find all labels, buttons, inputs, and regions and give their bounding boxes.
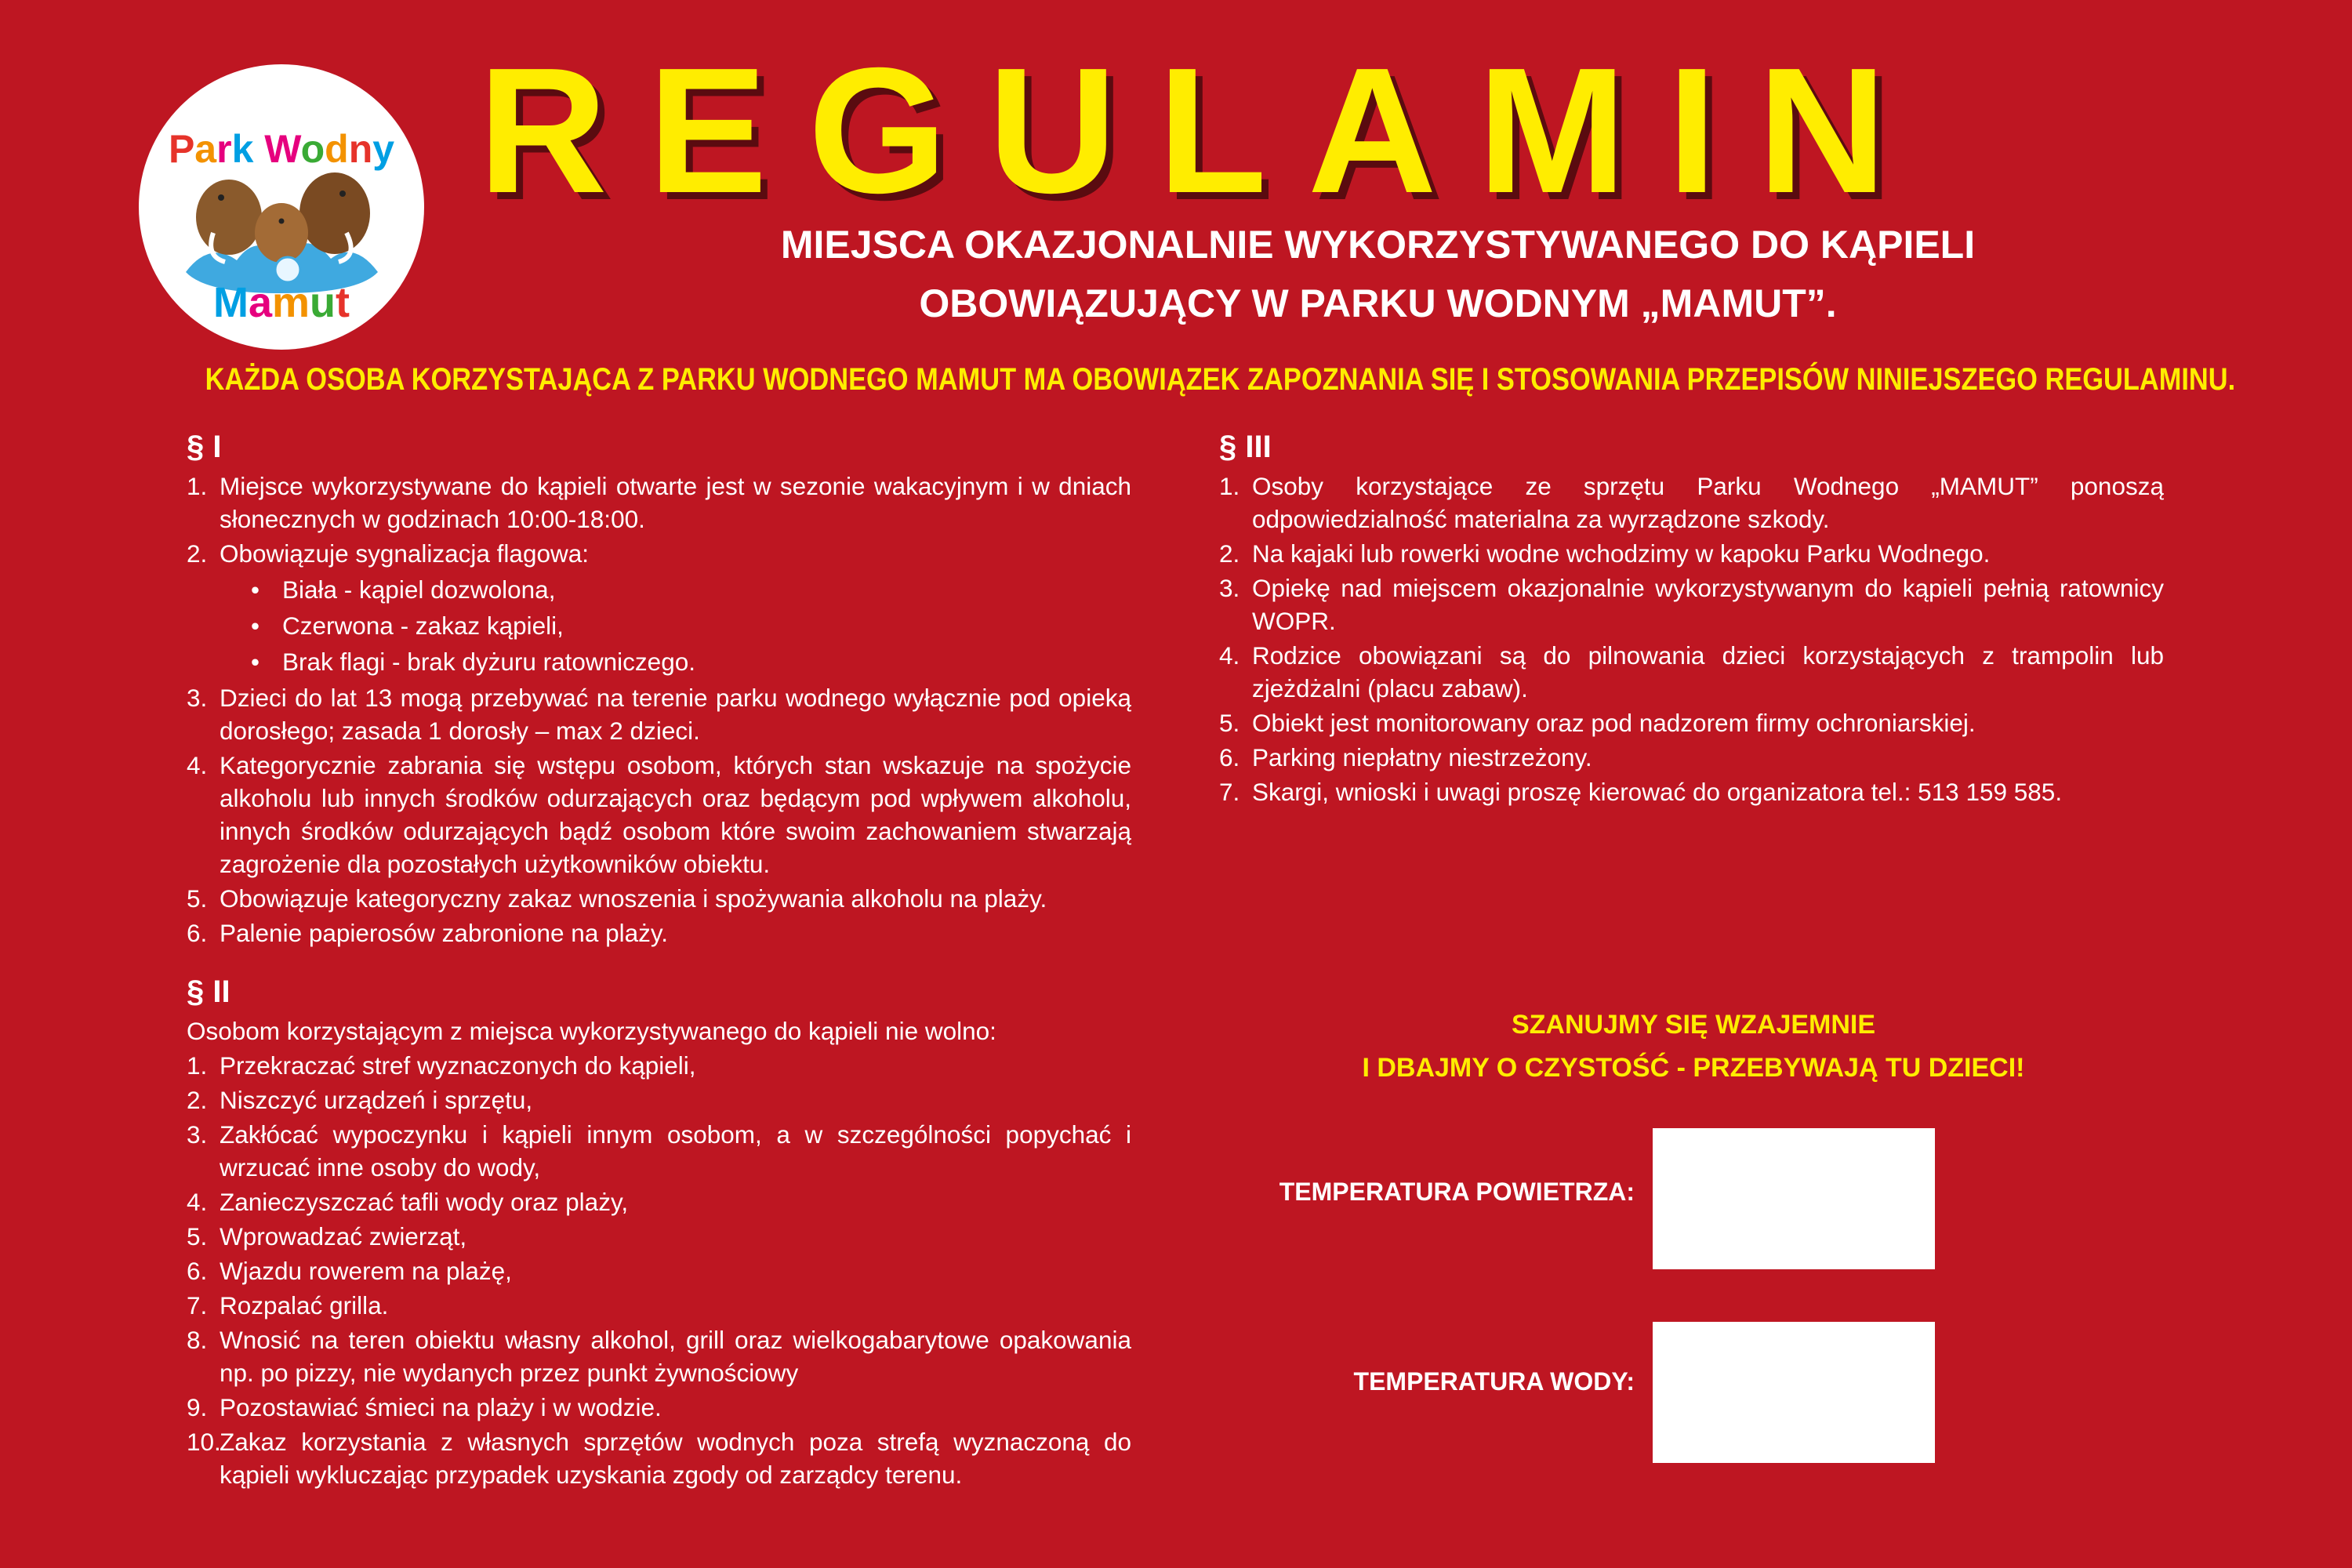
list-item: 1. Osoby korzystające ze sprzętu Parku Wodnego „MAMUT” ponoszą odpowiedzialność materialna za wyrządzone szkody. xyxy=(1219,472,2164,533)
list-item: 4. Zanieczyszczać tafli wody oraz plaży, xyxy=(187,1188,629,1216)
list-item: 9. Pozostawiać śmieci na plaży i w wodzie. xyxy=(187,1393,662,1421)
list-item: 3. Dzieci do lat 13 mogą przebywać na terenie parku wodnego wyłącznie pod opieką dorosłego; zasada 1 dorosły – max 2 dzieci. xyxy=(187,684,1131,745)
obligation-notice: KAŻDA OSOBA KORZYSTAJĄCA Z PARKU WODNEGO MAMUT MA OBOWIĄZEK ZAPOZNANIA SIĘ I STOSOWANIA PRZEPISÓW NINIEJSZEGO REGULAMINU. xyxy=(205,362,2236,397)
section-3 xyxy=(1219,427,2164,810)
list-item: 2. Obowiązuje sygnalizacja flagowa: • Biała - kąpiel dozwolona, • Czerwona - zakaz kąpieli, • Brak flagi - brak dyżuru ratowniczego. xyxy=(187,537,1131,678)
section-1-heading: § I xyxy=(187,430,222,464)
air-temperature-box xyxy=(1653,1128,1935,1269)
list-item: 2. Niszczyć urządzeń i sprzętu, xyxy=(187,1086,533,1114)
section-3-list xyxy=(1219,470,2164,808)
list-item: 3. Opiekę nad miejscem okazjonalnie wykorzystywanym do kąpieli pełnią ratownicy WOPR. xyxy=(1219,574,2164,635)
section-2-list xyxy=(187,1049,1131,1491)
respect-line-1: SZANUJMY SIĘ WZAJEMNIE xyxy=(1511,1010,1876,1040)
flag-item: • Biała - kąpiel dozwolona, xyxy=(220,573,1131,606)
list-item: 7. Rozpalać grilla. xyxy=(187,1291,389,1319)
water-temperature-box xyxy=(1653,1322,1935,1463)
list-item: 10. Zakaz korzystania z własnych sprzętów wodnych poza strefą wyznaczoną do kąpieli wykluczając przypadek uzyskania zgody od zarządcy terenu. xyxy=(187,1428,1131,1489)
park-logo xyxy=(139,64,424,350)
list-item: 6. Palenie papierosów zabronione na plaży. xyxy=(187,919,669,947)
flag-item: • Czerwona - zakaz kąpieli, xyxy=(220,609,1131,642)
mammoth-logo-icon xyxy=(139,64,424,350)
list-item: 6. Parking niepłatny niestrzeżony. xyxy=(1219,743,1592,771)
section-2-heading: § II xyxy=(187,975,230,1009)
list-item: 8. Wnosić na teren obiektu własny alkohol, grill oraz wielkogabarytowe opakowania np. po pizzy, nie wydanych przez punkt żywnościowy xyxy=(187,1326,1131,1387)
section-1-list xyxy=(187,470,1131,949)
respect-line-2: I DBAJMY O CZYSTOŚĆ - PRZEBYWAJĄ TU DZIECI! xyxy=(1362,1053,2025,1083)
section-2 xyxy=(187,972,1131,1493)
svg-text:Park Wodny: Park Wodny xyxy=(168,127,395,171)
list-item: 5. Obiekt jest monitorowany oraz pod nadzorem firmy ochroniarskiej. xyxy=(1219,709,1976,737)
svg-text:Mamut: Mamut xyxy=(212,279,350,326)
section-2-intro: Osobom korzystającym z miejsca wykorzystywanego do kąpieli nie wolno: xyxy=(187,1017,996,1045)
subtitle-line-1: MIEJSCA OKAZJONALNIE WYKORZYSTYWANEGO DO KĄPIELI xyxy=(780,223,1976,267)
list-item: 3. Zakłócać wypoczynku i kąpieli innym osobom, a w szczególności popychać i wrzucać inne osoby do wody, xyxy=(187,1120,1131,1181)
list-item: 1. Miejsce wykorzystywane do kąpieli otwarte jest w sezonie wakacyjnym i w dniach słonecznych w godzinach 10:00-18:00. xyxy=(187,472,1131,533)
section-1 xyxy=(187,427,1131,951)
section-3-heading: § III xyxy=(1219,430,1272,464)
list-item: 5. Obowiązuje kategoryczny zakaz wnoszenia i spożywania alkoholu na plaży. xyxy=(187,884,1047,913)
respect-message xyxy=(1239,1004,2148,1090)
flag-item: • Brak flagi - brak dyżuru ratowniczego. xyxy=(220,645,1131,678)
water-temperature-label: TEMPERATURA WODY: xyxy=(1353,1367,1635,1396)
list-item: 1. Przekraczać stref wyznaczonych do kąpieli, xyxy=(187,1051,696,1080)
page-title: REGULAMIN xyxy=(478,31,1928,230)
subtitle-line-2: OBOWIĄZUJĄCY W PARKU WODNYM „MAMUT”. xyxy=(919,281,1837,325)
air-temperature-label: TEMPERATURA POWIETRZA: xyxy=(1279,1178,1635,1206)
list-item: 7. Skargi, wnioski i uwagi proszę kierować do organizatora tel.: 513 159 585. xyxy=(1219,778,2063,806)
list-item: 4. Kategorycznie zabrania się wstępu osobom, których stan wskazuje na spożycie alkoholu lub innych środków odurzających oraz będącym pod wpływem alkoholu, innych środków odurzających bądź osobom które swoim zachowaniem stwarzają zagrożenie dla pozostałych użytkowników obiektu. xyxy=(187,751,1131,878)
list-item: 2. Na kajaki lub rowerki wodne wchodzimy w kapoku Parku Wodnego. xyxy=(1219,539,1991,568)
flag-list xyxy=(220,573,1131,678)
list-item: 5. Wprowadzać zwierząt, xyxy=(187,1222,467,1250)
list-item: 4. Rodzice obowiązani są do pilnowania dzieci korzystających z trampolin lub zjeżdżalni (placu zabaw). xyxy=(1219,641,2164,702)
list-item: 6. Wjazdu rowerem na plażę, xyxy=(187,1257,512,1285)
